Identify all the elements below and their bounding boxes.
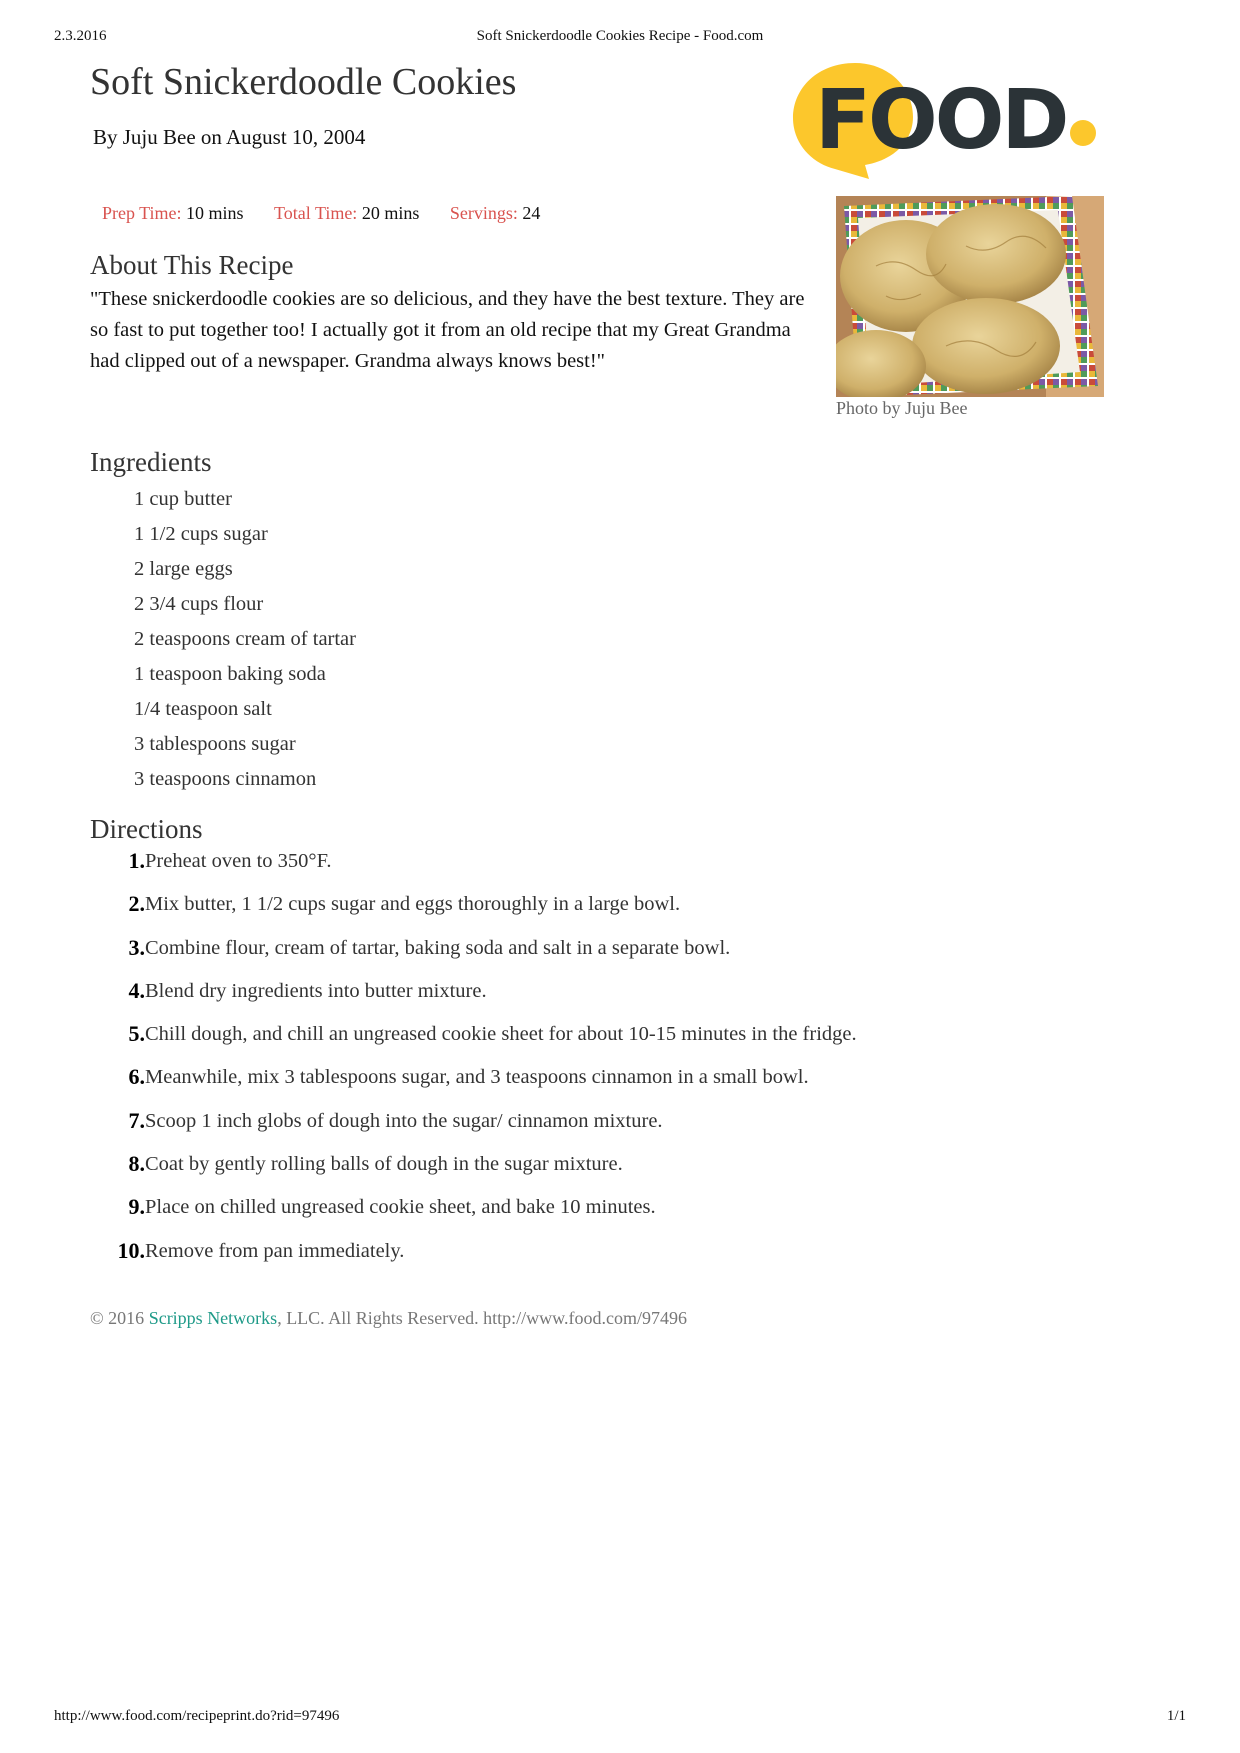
ingredient-item: 2 3/4 cups flour (134, 593, 264, 615)
print-date: 2.3.2016 (54, 28, 107, 44)
step-text: Combine flour, cream of tartar, baking soda and salt in a separate bowl. (145, 936, 731, 959)
ingredient-item: 1 cup butter (134, 488, 232, 510)
photo-credit: Photo by Juju Bee (836, 398, 968, 418)
recipe-meta (102, 203, 566, 224)
page-number: 1/1 (1166, 1708, 1186, 1724)
copyright-line (90, 1308, 687, 1329)
direction-step (100, 846, 857, 889)
step-number: 2. (128, 891, 145, 917)
scripps-networks-link[interactable]: Scripps Networks (148, 1308, 278, 1328)
servings (450, 203, 541, 223)
total-time (274, 203, 424, 223)
recipe-byline: By Juju Bee on August 10, 2004 (93, 125, 366, 149)
print-page-title: Soft Snickerdoodle Cookies Recipe - Food.com (476, 28, 764, 44)
ingredient-item: 3 teaspoons cinnamon (134, 768, 317, 790)
recipe-title: Soft Snickerdoodle Cookies (90, 61, 517, 103)
ingredient-item: 2 teaspoons cream of tartar (134, 628, 356, 650)
logo-text: FOOD (815, 73, 1067, 168)
ingredients-heading: Ingredients (90, 447, 212, 477)
step-number: 6. (128, 1064, 145, 1090)
step-number: 5. (128, 1021, 145, 1047)
ingredient-item: 1 teaspoon baking soda (134, 663, 326, 685)
step-number: 4. (128, 977, 145, 1003)
step-text: Meanwhile, mix 3 tablespoons sugar, and 3 teaspoons cinnamon in a small bowl. (145, 1066, 809, 1089)
ingredients-list (134, 484, 356, 799)
step-text: Remove from pan immediately. (145, 1239, 405, 1262)
step-number: 10. (117, 1237, 145, 1263)
prep-time-value: 10 mins (186, 203, 244, 223)
step-number: 1. (128, 848, 145, 873)
total-time-value: 20 mins (361, 203, 420, 223)
step-number: 8. (128, 1151, 145, 1177)
direction-step (100, 1062, 857, 1105)
step-text: Place on chilled ungreased cookie sheet, and bake 10 minutes. (145, 1196, 656, 1219)
print-url: http://www.food.com/recipeprint.do?rid=97496 (54, 1708, 340, 1724)
direction-step (100, 1149, 857, 1192)
step-text: Preheat oven to 350°F. (145, 850, 332, 872)
step-text: Blend dry ingredients into butter mixture. (145, 979, 487, 1002)
ingredient-item: 2 large eggs (134, 558, 233, 580)
step-number: 7. (128, 1107, 145, 1133)
print-footer (54, 1708, 1186, 1732)
directions-list (100, 846, 857, 1279)
direction-step (100, 1106, 857, 1149)
about-heading: About This Recipe (90, 250, 294, 280)
direction-step (100, 976, 857, 1019)
prep-time (102, 203, 248, 223)
direction-step (100, 1019, 857, 1062)
servings-value: 24 (522, 203, 541, 223)
direction-step (100, 933, 857, 976)
servings-label: Servings: (449, 203, 518, 223)
prep-time-label: Prep Time: (102, 203, 182, 223)
copyright-suffix: , LLC. All Rights Reserved. http://www.food.com/97496 (277, 1308, 687, 1328)
direction-step (100, 889, 857, 932)
directions-heading: Directions (90, 814, 203, 844)
ingredient-item: 1 1/2 cups sugar (134, 523, 268, 545)
food-logo (785, 55, 1105, 185)
direction-step (100, 1236, 857, 1279)
total-time-label: Total Time: (274, 203, 358, 223)
step-text: Scoop 1 inch globs of dough into the sugar/ cinnamon mixture. (145, 1109, 663, 1132)
copyright-prefix: © 2016 (90, 1308, 149, 1328)
step-number: 9. (128, 1194, 145, 1220)
ingredient-item: 3 tablespoons sugar (134, 733, 296, 755)
step-text: Mix butter, 1 1/2 cups sugar and eggs thoroughly in a large bowl. (145, 893, 681, 916)
ingredient-item: 1/4 teaspoon salt (134, 698, 272, 720)
logo-dot (1070, 120, 1096, 146)
step-text: Coat by gently rolling balls of dough in the sugar mixture. (145, 1153, 623, 1176)
print-header (54, 28, 1186, 52)
step-number: 3. (128, 934, 145, 960)
direction-step (100, 1192, 857, 1235)
about-text: "These snickerdoodle cookies are so delicious, and they have the best texture. They are so fast to put together too! I actually got it from an old recipe that my Great Grandma had clipped out of a newspaper. Grandma always knows best!" (90, 288, 805, 372)
step-text: Chill dough, and chill an ungreased cookie sheet for about 10-15 minutes in the fridge. (145, 1023, 857, 1046)
recipe-photo (836, 196, 1104, 397)
